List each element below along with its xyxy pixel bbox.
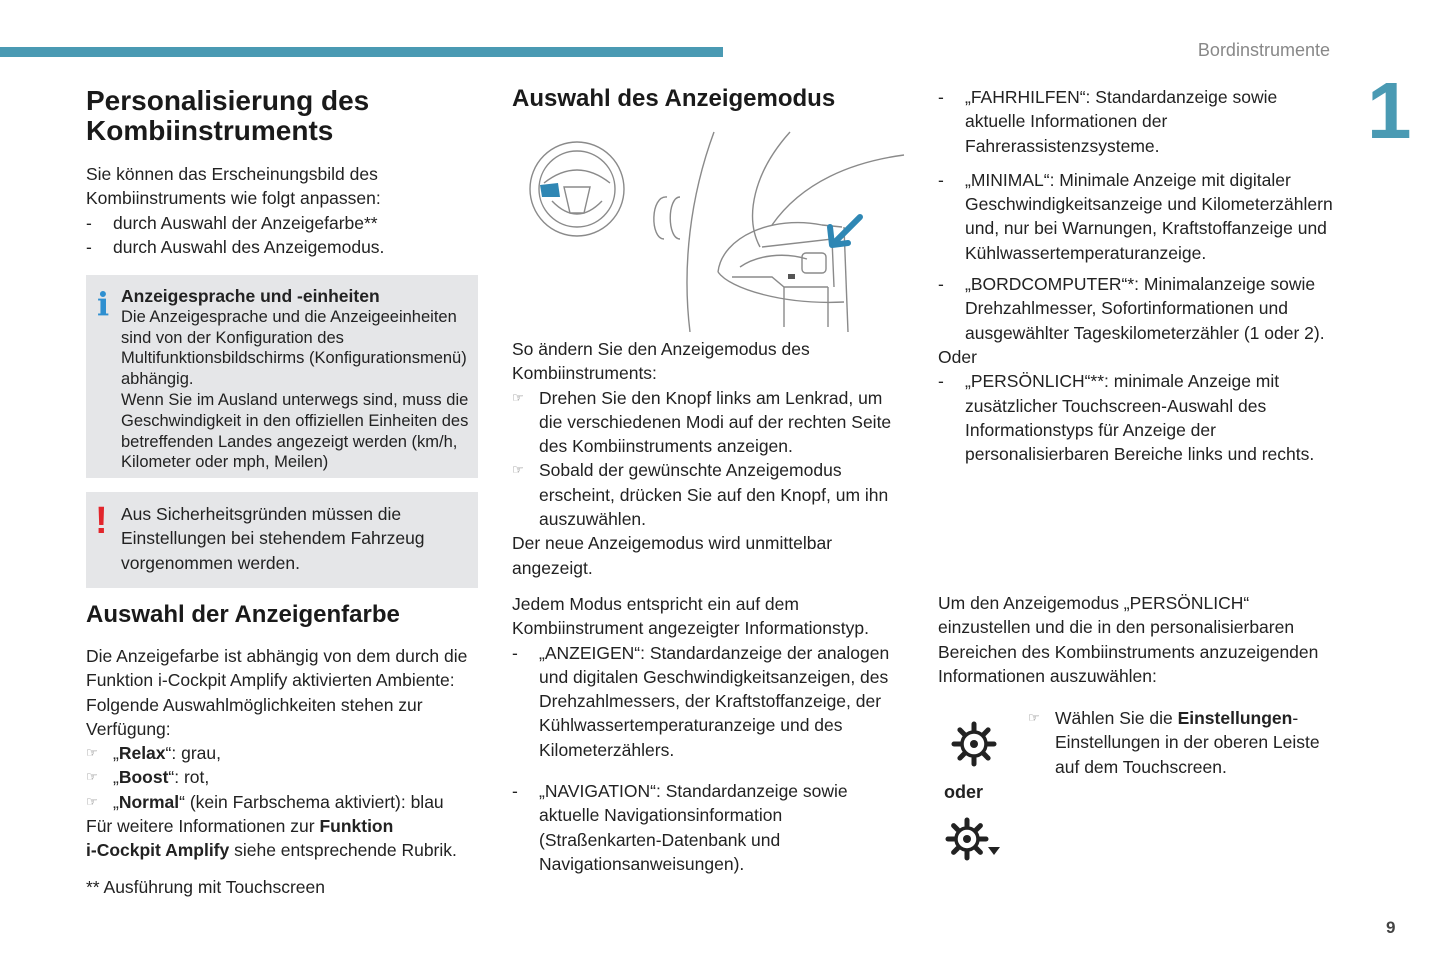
settings-step: ☞ Wählen Sie die Einstellungen-Einstellungen in der oberen Leiste auf dem Touchscreen. [1028,708,1320,777]
custom-intro: Um den Anzeigemodus „PERSÖNLICH“ einzustellen und die in den personalisierbaren Bereichen des Kombiinstruments anzuzeigenden Informationen auszuwählen: [938,593,1319,686]
pointer-icon: ☞ [512,389,524,405]
info-box-text-2: Wenn Sie im Ausland unterwegs sind, muss die Geschwindigkeit in den offiziellen Einheiten des betreffenden Landes angezeigt werden (km/h, Kilometer oder mph, Meilen) [121,390,469,472]
color-section [86,601,481,899]
warning-box [86,492,478,588]
color-option-boost: ☞ „Boost“: rot, [86,765,481,789]
pointer-icon: ☞ [86,745,98,761]
color-text-2: Folgende Auswahlmöglichkeiten stehen zur Verfügung: [86,694,423,739]
column-left [86,86,481,259]
color-option-normal: ☞ „Normal“ (kein Farbschema aktiviert): blau [86,790,481,814]
page-number: 9 [1386,918,1396,937]
mode-anzeigen: - „ANZEIGEN“: Standardanzeige der analogen und digitalen Geschwindigkeitsanzeigen, des Drehzahlmessers, der Kraftstoffanzeige, der Kühlwassertemperaturanzeige und des Kilometerzählers. [512,641,907,762]
option-item: - durch Auswahl des Anzeigemodus. [86,235,481,259]
section-title: Bordinstrumente [1197,40,1330,60]
mode-navigation: - „NAVIGATION“: Standardanzeige sowie aktuelle Navigationsinformation (Straßenkarten-Datenbank und Navigationsanweisungen). [512,779,907,876]
mode-bordcomputer: - „BORDCOMPUTER“*: Minimalanzeige sowie Drehzahlmesser, Sofortinformationen und ausgewählter Tageskilometerzähler (1 oder 2). [938,272,1338,345]
mode-fahrhilfen: - „FAHRHILFEN“: Standardanzeige sowie aktuelle Informationen der Fahrerassistenzsysteme. [938,85,1338,158]
info-icon: i [97,285,110,323]
column-right [938,85,1338,466]
color-option-relax: ☞ „Relax“: grau, [86,741,481,765]
procedure-step: ☞ Sobald der gewünschte Anzeigemodus erscheint, drücken Sie auf den Knopf, um ihn auszuwählen. [512,460,889,530]
display-mode-title: Auswahl des Anzeigemodus [512,85,836,112]
more-info-text: Für weitere Informationen zur Funktion i-Cockpit Amplify siehe entsprechende Rubrik. [86,816,457,861]
steering-wheel-illustration [522,127,907,332]
settings-dropdown-icon [945,817,1001,863]
top-accent-bar [0,47,723,57]
mode-persoenlich: - „PERSÖNLICH“**: minimale Anzeige mit zusätzlicher Touchscreen-Auswahl des Informationstyps für Anzeige der personalisierbaren Bereiche links und rechts. [938,369,1338,466]
info-box-text: Die Anzeigesprache und die Anzeigeeinheiten sind von der Konfiguration des Multifunktionsbildschirms (Konfigurationsmenü) abhängig. [121,307,467,389]
info-box [86,275,478,478]
page-title: Personalisierung des Kombiinstruments [86,85,370,146]
chapter-number: 1 [1367,66,1412,155]
option-item: - durch Auswahl der Anzeigefarbe** [86,211,481,235]
footnote: ** Ausführung mit Touchscreen [86,876,325,897]
procedure-step: ☞ Drehen Sie den Knopf links am Lenkrad, um die verschiedenen Modi auf der rechten Seite des Kombiinstruments anzeigen. [512,387,892,457]
warning-icon: ! [95,500,108,542]
info-box-title: Anzeigesprache und -einheiten [121,286,380,306]
intro-text: Sie können das Erscheinungsbild des Kombiinstruments wie folgt anpassen: [86,164,381,209]
modes-intro: Jedem Modus entspricht ein auf dem Kombiinstrument angezeigter Informationstyp. [512,593,869,639]
warning-text: Aus Sicherheitsgründen müssen die Einstellungen bei stehendem Fahrzeug vorgenommen werden. [121,504,425,573]
pointer-icon: ☞ [1028,710,1040,725]
settings-gear-icon [951,721,997,767]
oder-text: Oder [938,346,977,367]
pointer-icon: ☞ [86,793,98,809]
pointer-icon: ☞ [512,462,524,478]
column-middle [512,85,907,113]
color-title: Auswahl der Anzeigenfarbe [86,601,400,628]
procedure-result: Der neue Anzeigemodus wird unmittelbar angezeigt. [512,533,833,578]
procedure-section [512,337,907,876]
procedure-intro: So ändern Sie den Anzeigemodus des Kombiinstruments: [512,339,810,384]
mode-minimal: - „MINIMAL“: Minimale Anzeige mit digitaler Geschwindigkeitsanzeige und Kilometerzählern und, nur bei Warnungen, Kraftstoffanzeige und Kühlwassertemperaturanzeige. [938,168,1338,265]
pointer-icon: ☞ [86,769,98,785]
color-text: Die Anzeigefarbe ist abhängig von dem durch die Funktion i-Cockpit Amplify aktivierten Ambiente: [86,646,468,691]
oder-label: oder [944,782,984,802]
